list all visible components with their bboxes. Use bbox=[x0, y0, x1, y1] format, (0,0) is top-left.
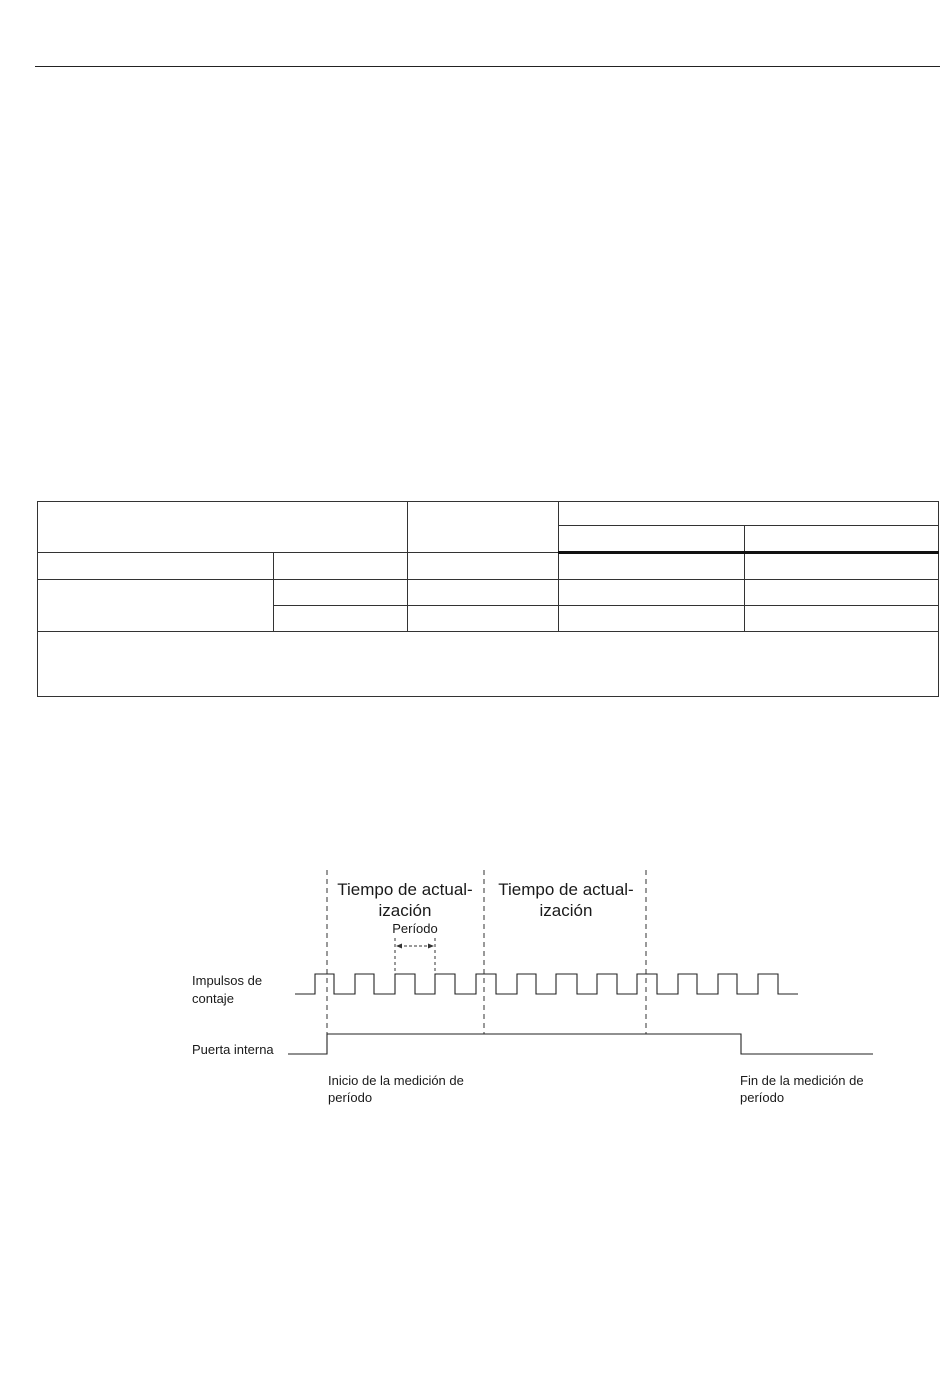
header-cell-1 bbox=[38, 502, 408, 553]
internal-gate-waveform bbox=[288, 1034, 873, 1054]
table-cell bbox=[745, 553, 939, 580]
table-cell bbox=[38, 553, 274, 580]
internal-gate-label: Puerta interna bbox=[192, 1042, 274, 1057]
table-cell bbox=[38, 580, 274, 632]
start-measurement-label-line1: Inicio de la medición de bbox=[328, 1073, 464, 1088]
table-cell bbox=[559, 553, 745, 580]
table-cell bbox=[408, 606, 559, 632]
period-measurement-timing-diagram bbox=[0, 860, 950, 1120]
table-cell bbox=[559, 580, 745, 606]
header-subcell-2 bbox=[745, 526, 939, 553]
count-pulses-label-line2: contaje bbox=[192, 991, 234, 1006]
update-time-label-b-line1: Tiempo de actual- bbox=[498, 880, 634, 899]
period-label: Período bbox=[392, 921, 438, 936]
period-arrow-right-head bbox=[428, 944, 434, 949]
table-cell bbox=[408, 580, 559, 606]
table-cell bbox=[274, 553, 408, 580]
end-measurement-label-line2: período bbox=[740, 1090, 785, 1105]
header-subcell-1 bbox=[559, 526, 745, 553]
table-cell bbox=[559, 606, 745, 632]
header-rule bbox=[35, 66, 940, 67]
update-time-label-b-line2: ización bbox=[539, 901, 593, 920]
update-time-label-a-line1: Tiempo de actual- bbox=[337, 880, 473, 899]
period-arrow-left-head bbox=[396, 944, 402, 949]
table-cell bbox=[408, 553, 559, 580]
table-cell bbox=[274, 580, 408, 606]
start-measurement-label-line2: período bbox=[328, 1090, 373, 1105]
table-cell bbox=[745, 580, 939, 606]
table-cell bbox=[274, 606, 408, 632]
update-time-label-a-line2: ización bbox=[378, 901, 432, 920]
table-cell bbox=[745, 606, 939, 632]
spec-table bbox=[37, 501, 939, 697]
count-pulses-label-line1: Impulsos de bbox=[192, 973, 263, 988]
count-pulse-waveform bbox=[295, 974, 798, 994]
header-cell-2 bbox=[408, 502, 559, 553]
table-footnote-cell bbox=[38, 632, 939, 697]
end-measurement-label-line1: Fin de la medición de bbox=[740, 1073, 864, 1088]
header-cell-3 bbox=[559, 502, 939, 526]
